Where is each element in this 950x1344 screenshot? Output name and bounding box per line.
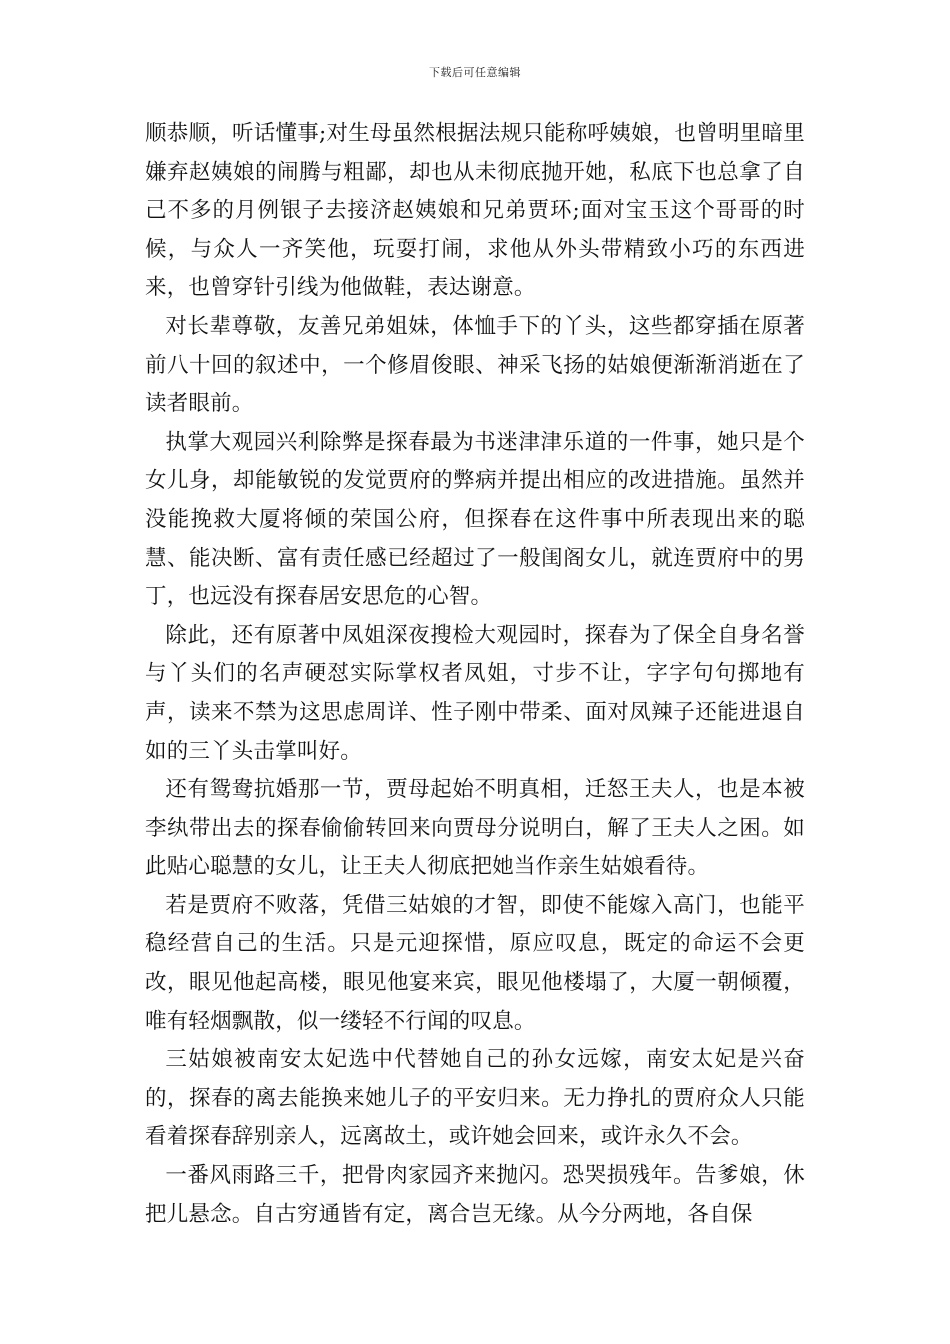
paragraph-1: 顺恭顺，听话懂事;对生母虽然根据法规只能称呼姨娘，也曾明里暗里嫌弃赵姨娘的闹腾与粗鄙，却也从未彻底抛开她，私底下也总拿了自己不多的月例银子去接济赵姨娘和兄弟贾环;面对宝玉这个哥哥的时候，与众人一齐笑他，玩耍打闹，求他从外头带精致小巧的东西进来，也曾穿针引线为他做鞋，表达谢意。 [145,121,805,301]
paragraph-2: 对长辈尊敬，友善兄弟姐妹，体恤手下的丫头，这些都穿插在原著前八十回的叙述中，一个修眉俊眼、神采飞扬的姑娘便渐渐消逝在了读者眼前。 [145,313,805,417]
paragraph-7: 三姑娘被南安太妃选中代替她自己的孙女远嫁，南安太妃是兴奋的，探春的离去能换来她儿子的平安归来。无力挣扎的贾府众人只能看着探春辞别亲人，远离故土，或许她会回来，或许永久不会。 [145,1047,805,1150]
paragraph-4: 除此，还有原著中凤姐深夜搜检大观园时，探春为了保全自身名誉与丫头们的名声硬怼实际掌权者凤姐，寸步不让，字字句句掷地有声，读来不禁为这思虑周详、性子刚中带柔、面对凤辣子还能进退自如的三丫头击掌叫好。 [145,622,805,764]
paragraph-5: 还有鸳鸯抗婚那一节，贾母起始不明真相，迁怒王夫人，也是本被李纨带出去的探春偷偷转回来向贾母分说明白，解了王夫人之困。如此贴心聪慧的女儿，让王夫人彻底把她当作亲生姑娘看待。 [145,777,805,880]
document-body [145,115,805,1234]
paragraph-8: 一番风雨路三千，把骨肉家园齐来抛闪。恐哭损残年。告爹娘，休把儿悬念。自古穷通皆有定，离合岂无缘。从今分两地，各自保 [145,1163,805,1227]
paragraph-3: 执掌大观园兴利除弊是探春最为书迷津津乐道的一件事，她只是个女儿身，却能敏锐的发觉贾府的弊病并提出相应的改进措施。虽然并没能挽救大厦将倾的荣国公府，但探春在这件事中所表现出来的聪慧、能决断、富有责任感已经超过了一般闺阁女儿，就连贾府中的男丁，也远没有探春居安思危的心智。 [145,429,805,610]
paragraph-6: 若是贾府不败落，凭借三姑娘的才智，即使不能嫁入高门，也能平稳经营自己的生活。只是元迎探惜，原应叹息，既定的命运不会更改，眼见他起高楼，眼见他宴来宾，眼见他楼塌了，大厦一朝倾覆，唯有轻烟飘散，似一缕轻不行闻的叹息。 [145,892,805,1034]
page-header-note: 下载后可任意编辑 [429,66,521,79]
